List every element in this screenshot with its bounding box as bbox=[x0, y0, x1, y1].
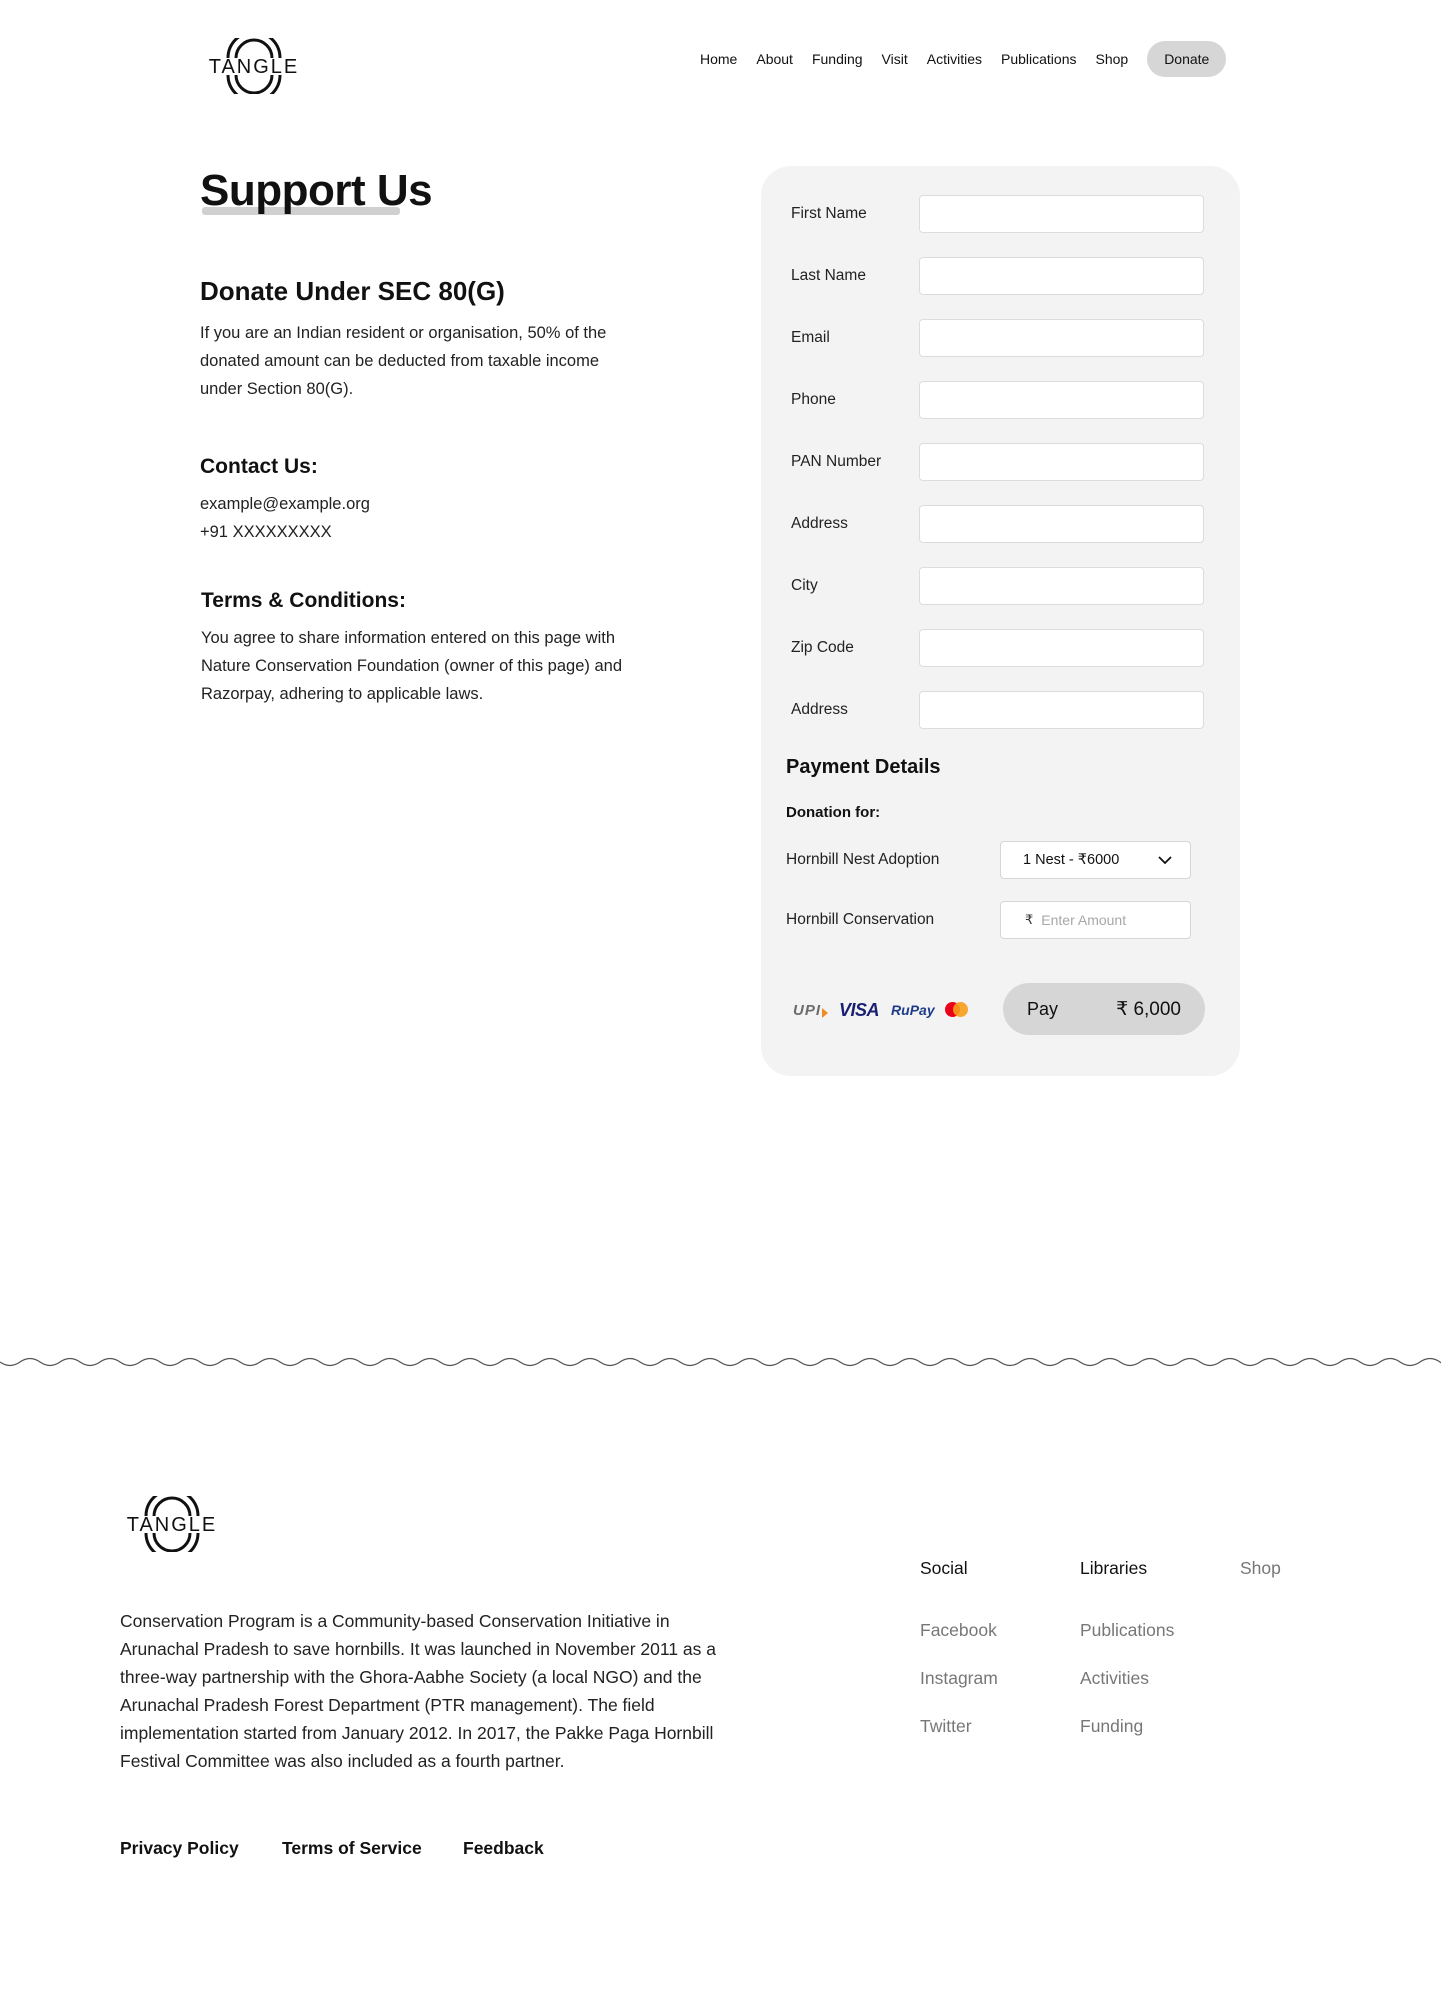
city-input[interactable] bbox=[919, 567, 1204, 605]
footer-link-twitter[interactable]: Twitter bbox=[920, 1716, 972, 1736]
main-nav bbox=[700, 40, 1226, 77]
phone-input[interactable] bbox=[919, 381, 1204, 419]
footer-link-publications[interactable]: Publications bbox=[1080, 1620, 1175, 1640]
phone-label: Phone bbox=[791, 391, 836, 408]
footer-libraries-heading: Libraries bbox=[1080, 1558, 1148, 1578]
donation-for-label: Donation for: bbox=[786, 804, 881, 821]
footer-link-instagram[interactable]: Instagram bbox=[920, 1668, 998, 1688]
chevron-down-icon bbox=[1158, 856, 1172, 865]
first-name-input[interactable] bbox=[919, 195, 1204, 233]
footer-link-facebook[interactable]: Facebook bbox=[920, 1620, 997, 1640]
conservation-row bbox=[786, 900, 1206, 940]
mastercard-logo-icon bbox=[945, 1002, 969, 1018]
form-row-pan bbox=[791, 442, 1211, 482]
form-row-last-name bbox=[791, 256, 1211, 296]
pan-label: PAN Number bbox=[791, 453, 882, 470]
footer-link-activities[interactable]: Activities bbox=[1080, 1668, 1150, 1688]
payment-details-heading: Payment Details bbox=[786, 756, 941, 778]
tangle-logo-icon bbox=[126, 1496, 218, 1552]
footer-social-heading: Social bbox=[920, 1558, 968, 1578]
nav-shop[interactable]: Shop bbox=[1095, 50, 1129, 67]
logo-text: TANGLE bbox=[208, 56, 300, 78]
terms-heading: Terms & Conditions: bbox=[201, 589, 406, 612]
last-name-input[interactable] bbox=[919, 257, 1204, 295]
feedback-link[interactable]: Feedback bbox=[463, 1838, 544, 1858]
sec80g-heading: Donate Under SEC 80(G) bbox=[200, 276, 505, 306]
header-logo[interactable] bbox=[208, 38, 300, 94]
nest-adoption-row bbox=[786, 840, 1206, 880]
pan-input[interactable] bbox=[919, 443, 1204, 481]
nav-home[interactable]: Home bbox=[700, 50, 738, 67]
amount-field bbox=[1000, 901, 1191, 939]
contact-email[interactable]: example@example.org bbox=[200, 495, 370, 513]
footer-link-funding[interactable]: Funding bbox=[1080, 1716, 1144, 1736]
address-2-input[interactable] bbox=[919, 691, 1204, 729]
footer-shop-heading[interactable]: Shop bbox=[1240, 1558, 1281, 1578]
nav-funding[interactable]: Funding bbox=[811, 50, 863, 67]
contact-phone: +91 XXXXXXXXX bbox=[200, 523, 332, 541]
pay-amount: ₹ 6,000 bbox=[1116, 998, 1181, 1020]
form-row-phone bbox=[791, 380, 1211, 420]
terms-of-service-link[interactable]: Terms of Service bbox=[282, 1838, 422, 1858]
wave-divider bbox=[0, 1350, 1441, 1374]
form-row-address-2 bbox=[791, 690, 1211, 730]
rupay-logo-icon: RuPay bbox=[891, 1002, 935, 1018]
footer-logo[interactable] bbox=[126, 1496, 218, 1552]
nest-adoption-label: Hornbill Nest Adoption bbox=[786, 851, 940, 868]
first-name-label: First Name bbox=[791, 205, 867, 222]
email-input[interactable] bbox=[919, 319, 1204, 357]
address-input[interactable] bbox=[919, 505, 1204, 543]
footer-logo-text: TANGLE bbox=[126, 1514, 218, 1536]
form-row-address bbox=[791, 504, 1211, 544]
form-row-city bbox=[791, 566, 1211, 606]
email-label: Email bbox=[791, 329, 830, 346]
nav-activities[interactable]: Activities bbox=[926, 50, 982, 67]
form-row-zip bbox=[791, 628, 1211, 668]
rupee-icon: ₹ bbox=[1025, 912, 1034, 927]
address-2-label: Address bbox=[791, 701, 848, 718]
pay-button[interactable] bbox=[1003, 983, 1205, 1035]
tangle-logo-icon bbox=[208, 38, 300, 94]
nest-count-select[interactable] bbox=[1000, 841, 1191, 879]
nest-count-value: 1 Nest - ₹6000 bbox=[1023, 852, 1120, 868]
pay-label: Pay bbox=[1027, 998, 1059, 1019]
footer-description: Conservation Program is a Community-based Conservation Initiative in Arunachal Pradesh to save hornbills. It was launched in November 2011 as a three-way partnership with the Ghora-Aabhe Society (a local NGO) and the Arunachal Pradesh Forest Department (PTR management). The field implementation started from January 2012. In 2017, the Pakke Paga Hornbill Festival Committee was also included as a fourth partner. bbox=[120, 1611, 716, 1771]
donate-button[interactable]: Donate bbox=[1147, 41, 1226, 77]
visa-logo-icon: VISA bbox=[839, 999, 880, 1020]
amount-input[interactable] bbox=[1041, 912, 1171, 928]
form-row-first-name bbox=[791, 194, 1211, 234]
contact-heading: Contact Us: bbox=[200, 455, 318, 478]
zip-input[interactable] bbox=[919, 629, 1204, 667]
donation-form bbox=[761, 166, 1240, 1076]
nav-about[interactable]: About bbox=[756, 50, 793, 67]
conservation-label: Hornbill Conservation bbox=[786, 911, 935, 928]
city-label: City bbox=[791, 577, 818, 594]
address-label: Address bbox=[791, 515, 848, 532]
nav-visit[interactable]: Visit bbox=[881, 50, 908, 67]
page-title: Support Us bbox=[200, 166, 433, 215]
form-row-email bbox=[791, 318, 1211, 358]
upi-logo-icon: UPI bbox=[793, 1001, 822, 1019]
payment-methods bbox=[793, 998, 969, 1022]
privacy-policy-link[interactable]: Privacy Policy bbox=[120, 1838, 239, 1858]
sec80g-text: If you are an Indian resident or organisation, 50% of the donated amount can be deducted from taxable income under Section 80(G). bbox=[200, 324, 607, 398]
terms-text: You agree to share information entered on this page with Nature Conservation Foundation (owner of this page) and Razorpay, adhering to applicable laws. bbox=[201, 629, 622, 703]
last-name-label: Last Name bbox=[791, 267, 866, 284]
nav-publications[interactable]: Publications bbox=[1000, 50, 1077, 67]
zip-label: Zip Code bbox=[791, 639, 854, 656]
